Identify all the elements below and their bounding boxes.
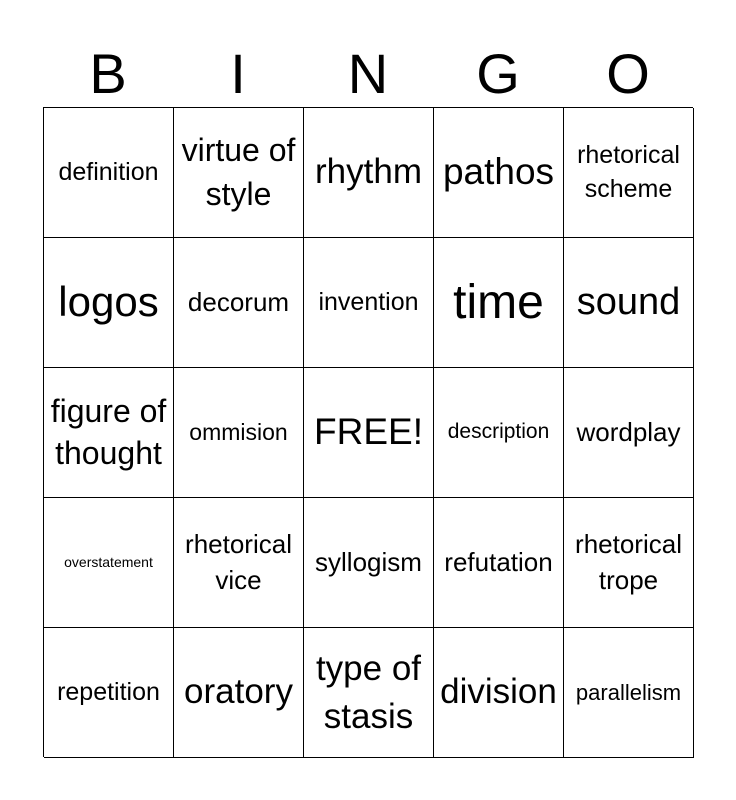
header-letter-o: O [606, 42, 650, 105]
header-letter-g: G [476, 42, 520, 105]
bingo-cell[interactable] [44, 238, 174, 368]
bingo-cell[interactable] [434, 498, 564, 628]
bingo-header [43, 40, 693, 108]
cell-text: sound [576, 280, 681, 323]
bingo-cell[interactable] [434, 628, 564, 758]
bingo-cell[interactable] [434, 368, 564, 498]
bingo-cell[interactable] [564, 108, 694, 238]
cell-text: oratory [184, 672, 293, 712]
cell-text: parallelism [575, 679, 682, 705]
cell-text: time [453, 275, 544, 329]
cell-text: rhythm [315, 152, 422, 192]
cell-text: logos [58, 278, 159, 326]
bingo-cell[interactable] [304, 108, 434, 238]
cell-text: figure of thought [50, 392, 167, 471]
bingo-cell[interactable] [44, 628, 174, 758]
bingo-cell[interactable] [44, 108, 174, 238]
bingo-cell[interactable] [304, 498, 434, 628]
cell-text: overstatement [64, 554, 153, 571]
cell-text: ommision [189, 419, 288, 446]
bingo-cell[interactable] [564, 498, 694, 628]
cell-text: division [440, 672, 557, 712]
header-letter-b: B [89, 42, 127, 105]
bingo-cell[interactable] [434, 108, 564, 238]
bingo-cell[interactable] [174, 108, 304, 238]
cell-text: rhetorical trope [575, 529, 682, 595]
cell-text: syllogism [315, 546, 422, 577]
bingo-cell[interactable] [304, 238, 434, 368]
cell-text: refutation [444, 546, 553, 577]
bingo-cell[interactable] [44, 498, 174, 628]
bingo-cell[interactable] [44, 368, 174, 498]
bingo-cell[interactable] [564, 238, 694, 368]
bingo-cell[interactable] [174, 368, 304, 498]
bingo-cell[interactable] [564, 628, 694, 758]
cell-text: rhetorical scheme [577, 140, 680, 203]
cell-text: decorum [187, 286, 290, 317]
bingo-board [43, 107, 693, 757]
bingo-cell[interactable] [434, 238, 564, 368]
free-space-text: FREE! [314, 411, 423, 453]
bingo-cell[interactable] [304, 628, 434, 758]
cell-text: pathos [442, 151, 555, 193]
bingo-cell[interactable] [174, 238, 304, 368]
cell-text: wordplay [576, 416, 681, 447]
header-letter-i: I [230, 42, 246, 105]
cell-text: virtue of style [181, 132, 296, 212]
bingo-cell[interactable] [564, 368, 694, 498]
cell-text: repetition [57, 678, 160, 707]
cell-text: type of stasis [315, 649, 422, 736]
header-letter-n: N [347, 42, 389, 105]
cell-text: invention [318, 288, 419, 317]
bingo-cell[interactable] [174, 498, 304, 628]
bingo-cell[interactable] [174, 628, 304, 758]
free-space[interactable] [304, 368, 434, 498]
cell-text: description [447, 420, 550, 444]
cell-text: definition [58, 158, 159, 187]
cell-text: rhetorical vice [185, 529, 292, 595]
